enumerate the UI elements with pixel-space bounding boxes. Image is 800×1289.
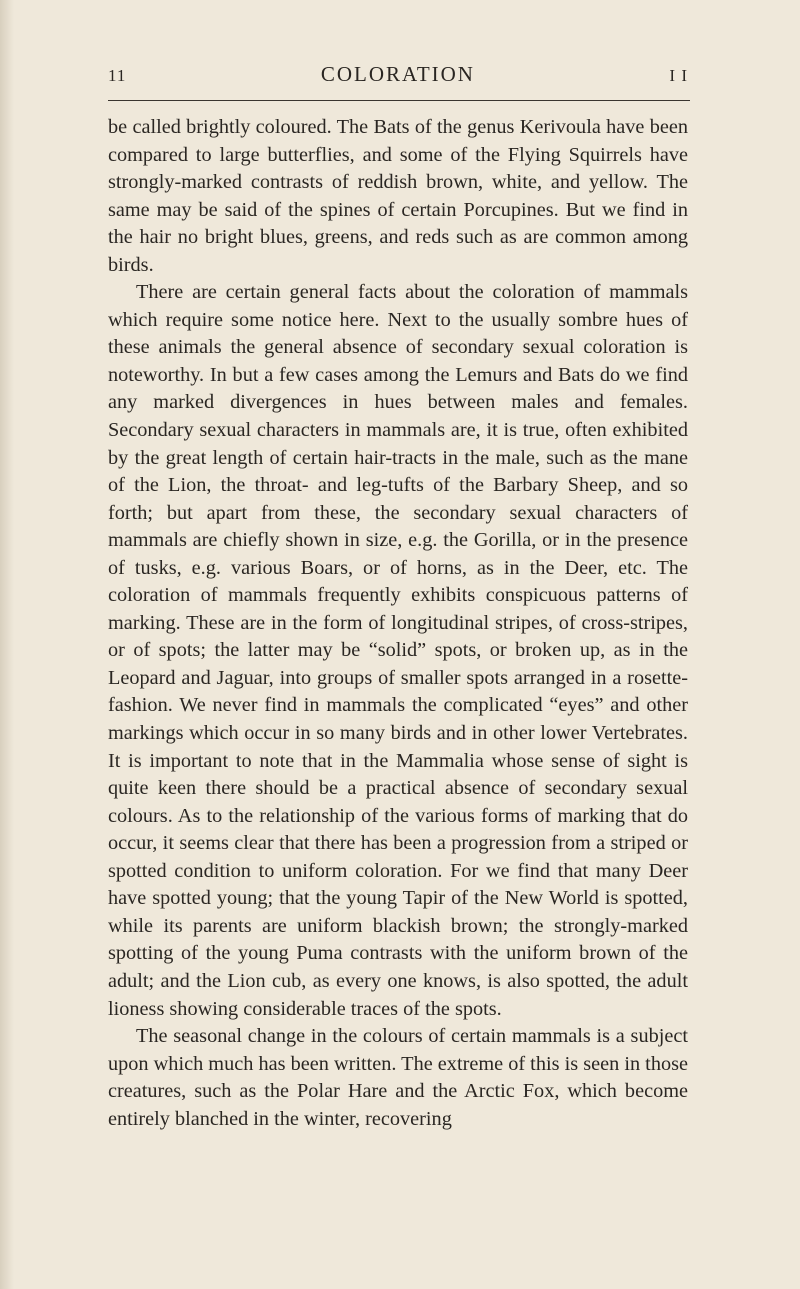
paragraph-3: The seasonal change in the colours of certain mammals is a subject upon which much has been written. The extreme of this is seen in those creatures, such as the Polar Hare and the Arctic Fox, which become entirely blanched in the winter, recovering xyxy=(108,1025,688,1130)
paragraph-1: be called brightly coloured. The Bats of the genus Kerivoula have been compared to large butterflies, and some of the Flying Squirrels have strongly-marked contrasts of reddish brown, white, and yellow. The same may be said of the spines of certain Porcupines. But we find in the hair no bright blues, greens, and reds such as are common among birds. xyxy=(108,116,688,276)
page-number: 11 xyxy=(108,66,127,85)
body-text xyxy=(108,114,688,1133)
signature-mark: I I xyxy=(669,66,688,85)
page-edge-shadow xyxy=(0,0,14,1289)
running-title: COLORATION xyxy=(320,62,475,86)
page-header xyxy=(108,62,688,90)
paragraph-2: There are certain general facts about the coloration of mammals which require some notice here. Next to the usually sombre hues of these animals the general absence of secondary sexual coloration is noteworthy. In but a few cases among the Lemurs and Bats do we find any marked divergences in hues between males and females. Secondary sexual characters in mammals are, it is true, often exhibited by the great length of certain hair-tracts in the male, such as the mane of the Lion, the throat- and leg-tufts of the Barbary Sheep, and so forth; but apart from these, the secondary sexual characters of mammals are chiefly shown in size, e.g. the Gorilla, or in the presence of tusks, e.g. various Boars, or of horns, as in the Deer, etc. The coloration of mammals frequently exhibits conspicuous patterns of marking. These are in the form of longitudinal stripes, of cross-stripes, or of spots; the latter may be “solid” spots, or broken up, as in the Leopard and Jaguar, into groups of smaller spots arranged in a rosette-fashion. We never find in mammals the complicated “eyes” and other markings which occur in so many birds and in other lower Vertebrates. It is important to note that in the Mammalia whose sense of sight is quite keen there should be a practical absence of secondary sexual colours. As to the relationship of the various forms of marking that do occur, it seems clear that there has been a progression from a striped or spotted condition to uniform coloration. For we find that many Deer have spotted young; that the young Tapir of the New World is spotted, while its parents are uniform blackish brown; the strongly-marked spotting of the young Puma contrasts with the uniform brown of the adult; and the Lion cub, as every one knows, is also spotted, the adult lioness showing considerable traces of the spots. xyxy=(108,281,688,1020)
header-rule xyxy=(108,100,690,101)
